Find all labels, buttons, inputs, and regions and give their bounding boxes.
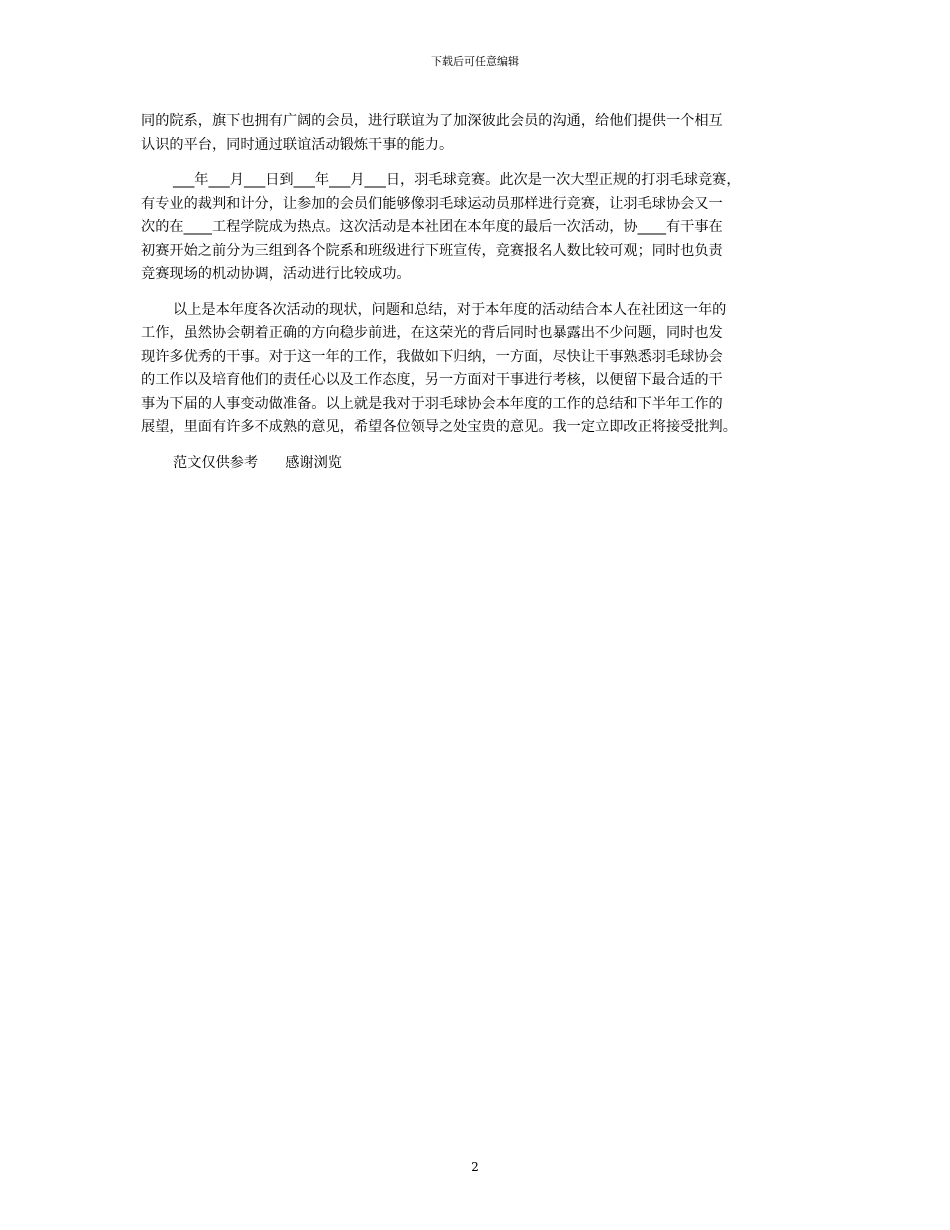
- paragraph-line: 有专业的裁判和计分，让参加的会员们能够像羽毛球运动员那样进行竞赛，让羽毛球协会又一: [141, 195, 723, 212]
- closing-thanks-text: 感谢浏览: [285, 454, 342, 471]
- paragraph-line: 次的在____工程学院成为热点。这次活动是本社团在本年度的最后一次活动，协____有干事在: [141, 219, 723, 235]
- page-header: [0, 54, 950, 70]
- paragraph-3: [141, 299, 821, 440]
- paragraph-1: [141, 110, 821, 157]
- paragraph-line: 工作，虽然协会朝着正确的方向稳步前进，在这荣光的背后同时也暴露出不少问题，同时也发: [141, 325, 723, 341]
- closing-reference-text: 范文仅供参考: [173, 454, 259, 471]
- paragraph-line: 认识的平台，同时通过联谊活动锻炼干事的能力。: [141, 136, 454, 153]
- paragraph-line: 现许多优秀的干事。对于这一年的工作，我做如下归纳，一方面，尽快让干事熟悉羽毛球协会: [141, 348, 723, 365]
- paragraph-line: 同的院系，旗下也拥有广阔的会员，进行联谊为了加深彼此会员的沟通，给他们提供一个相互: [141, 113, 723, 129]
- paragraph-line: 以上是本年度各次活动的现状，问题和总结，对于本年度的活动结合本人在社团这一年的: [173, 301, 727, 318]
- paragraph-line: 事为下届的人事变动做准备。以上就是我对于羽毛球协会本年度的工作的总结和下半年工作的: [141, 395, 723, 412]
- document-body: [141, 110, 821, 475]
- paragraph-line: 的工作以及培育他们的责任心以及工作态度，另一方面对干事进行考核，以便留下最合适的干: [141, 372, 723, 388]
- header-text: 下载后可任意编辑: [431, 55, 519, 68]
- page-number-text: 2: [471, 1160, 479, 1174]
- paragraph-line: 竞赛现场的机动协调，活动进行比较成功。: [141, 266, 411, 282]
- paragraph-2: [141, 169, 821, 287]
- paragraph-line: ___年___月___日到___年___月___日，羽毛球竞赛。此次是一次大型正规的打羽毛球竞赛，: [173, 172, 741, 188]
- paragraph-line: 展望，里面有许多不成熟的意见，希望各位领导之处宝贵的意见。我一定立即改正将接受批判。: [141, 419, 737, 435]
- closing-line: [141, 452, 821, 476]
- paragraph-line: 初赛开始之前分为三组到各个院系和班级进行下班宣传，竞赛报名人数比较可观；同时也负责: [141, 242, 723, 259]
- page-number: [0, 1159, 950, 1175]
